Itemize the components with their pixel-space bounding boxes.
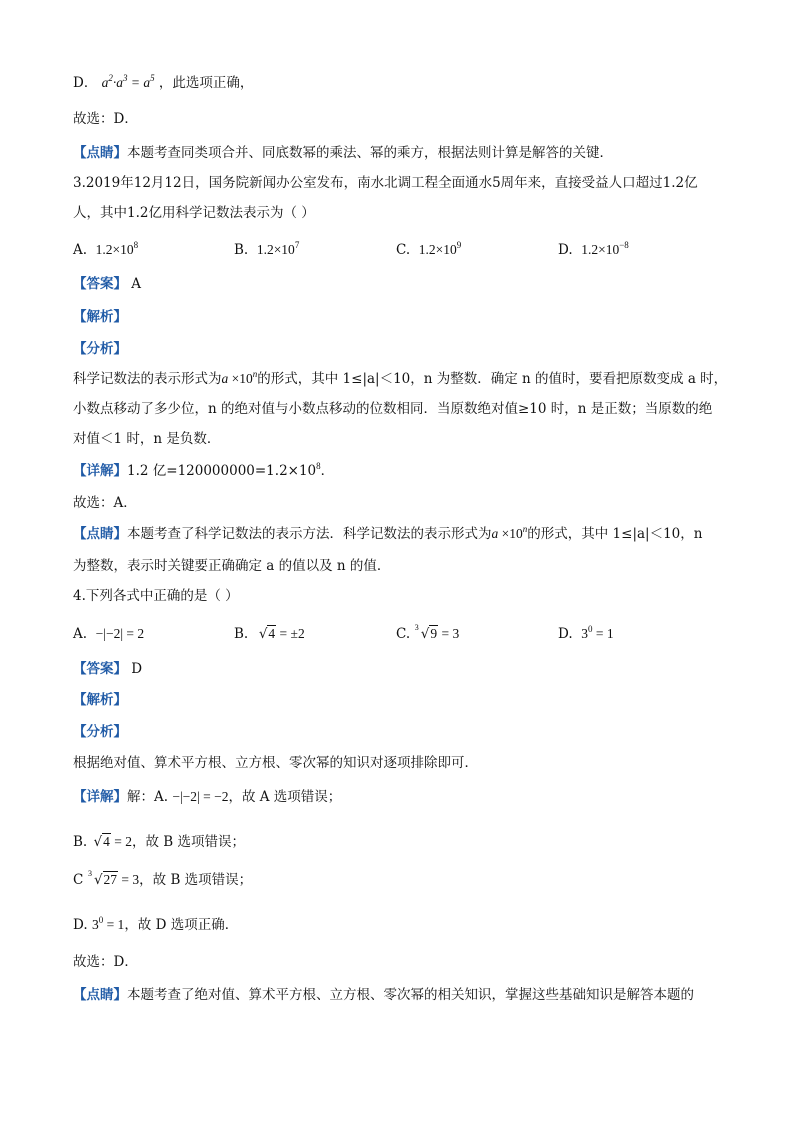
step-b-expression: √4 = 2 bbox=[93, 834, 132, 850]
text: ，故 A 选项错误； bbox=[228, 789, 342, 805]
xiangjie-exponent: 8 bbox=[316, 461, 321, 471]
math-n: n bbox=[522, 524, 528, 534]
step-a-expression: −|−2| = −2 bbox=[172, 789, 229, 804]
option-value: 1.2×10 bbox=[95, 242, 134, 257]
comment-tag: 【点睛】 bbox=[73, 145, 127, 161]
option-value: 1.2×10 bbox=[256, 242, 295, 257]
option-exponent: 9 bbox=[456, 240, 462, 250]
answer-tag: 【答案】 bbox=[73, 661, 127, 677]
text: 的形式，其中 1≤|a|＜10，n 为整数．确定 n 的值时，要看把原数变成 a 时， bbox=[257, 371, 728, 387]
xiangjie-text: 1.2 亿=120000000=1.2×10 bbox=[127, 463, 317, 479]
xiangjie-4-c bbox=[73, 870, 252, 890]
analysis-heading-3 bbox=[73, 307, 127, 327]
dianjing-4 bbox=[73, 985, 694, 1005]
answer-4 bbox=[73, 659, 142, 679]
question-4-option-b bbox=[234, 624, 305, 644]
choice-statement: 故选：D． bbox=[73, 111, 138, 127]
option-a-expression: −|−2| = 2 bbox=[95, 626, 145, 641]
comment-text: 本题考查同类项合并、同底数幂的乘法、幂的乘方，根据法则计算是解答的关键． bbox=[127, 145, 613, 161]
analysis-tag: 【解析】 bbox=[73, 692, 127, 708]
step-c-expression: 3 √27 = 3 bbox=[87, 869, 140, 888]
option-label: B. bbox=[234, 242, 249, 258]
fenxi-heading-3 bbox=[73, 339, 127, 359]
answer-value: D bbox=[131, 661, 143, 677]
option-d-expression: $3^0 = 1$ bbox=[581, 624, 614, 641]
text: 解：A. bbox=[127, 789, 169, 805]
line-prefix: D． bbox=[73, 75, 98, 91]
xiangjie-tag: 【详解】 bbox=[73, 463, 127, 479]
option-label: D. bbox=[558, 242, 573, 258]
xiangjie-4-b bbox=[73, 832, 245, 852]
text: C bbox=[73, 872, 84, 888]
option-exponent: −8 bbox=[619, 240, 629, 250]
dianjing-tag: 【点睛】 bbox=[73, 987, 127, 1003]
question-4-option-c bbox=[396, 624, 459, 644]
option-c-expression: 3 √9 = 3 bbox=[414, 623, 460, 642]
xiangjie-3 bbox=[73, 461, 334, 481]
answer-value: A bbox=[131, 276, 142, 292]
question-3-option-a bbox=[73, 240, 138, 260]
math-a: a bbox=[491, 526, 499, 541]
power-product-expression: $a^2\cdot a^3 = a^5$ bbox=[101, 73, 155, 90]
xiangjie-4-d bbox=[73, 915, 238, 935]
text: 本题考查了科学记数法的表示方法．科学记数法的表示形式为 bbox=[127, 526, 492, 542]
step-d-expression: $3^0 = 1$ bbox=[91, 915, 125, 932]
xiangjie-end: ． bbox=[320, 463, 335, 479]
text: ，故 D 选项正确． bbox=[124, 917, 239, 933]
dianjing-3-line-1 bbox=[73, 524, 702, 544]
answer-tag: 【答案】 bbox=[73, 276, 127, 292]
option-label: B. bbox=[234, 626, 249, 642]
option-label: A. bbox=[73, 626, 88, 642]
question-3-line-2: 人，其中1.2亿用科学记数法表示为（ ） bbox=[73, 205, 315, 221]
text: B. bbox=[73, 834, 88, 850]
choose-3: 故选：A． bbox=[73, 495, 137, 511]
option-d-conclusion bbox=[73, 73, 253, 93]
fenxi-3-line-1 bbox=[73, 369, 727, 389]
math-times: ×10 bbox=[498, 526, 523, 541]
analysis-tag: 【解析】 bbox=[73, 309, 127, 325]
question-4-title: 4.下列各式中正确的是（ ） bbox=[73, 588, 239, 604]
question-3-option-c bbox=[396, 240, 461, 260]
option-label: D. bbox=[558, 626, 573, 642]
answer-3 bbox=[73, 274, 141, 294]
fenxi-3-line-2: 小数点移动了多少位，n 的绝对值与小数点移动的位数相同．当原数绝对值≥10 时，n 是正数；当原数的绝 bbox=[73, 401, 713, 417]
option-b-expression: √4 = ±2 bbox=[258, 626, 305, 642]
text: 科学记数法的表示形式为 bbox=[73, 371, 222, 387]
option-value: 1.2×10 bbox=[581, 242, 620, 257]
option-label: C. bbox=[396, 626, 411, 642]
option-exponent: 7 bbox=[294, 240, 300, 250]
analysis-heading-4 bbox=[73, 690, 127, 710]
math-a: a bbox=[221, 371, 229, 386]
text: 的形式，其中 1≤|a|＜10，n bbox=[527, 526, 703, 542]
xiangjie-4-a bbox=[73, 787, 341, 807]
fenxi-tag: 【分析】 bbox=[73, 724, 127, 740]
option-label: A. bbox=[73, 242, 88, 258]
text: 本题考查了绝对值、算术平方根、立方根、零次幂的相关知识，掌握这些基础知识是解答本题的 bbox=[127, 987, 694, 1003]
text: ，故 B 选项错误； bbox=[139, 872, 253, 888]
text: ，故 B 选项错误； bbox=[132, 834, 246, 850]
math-n: n bbox=[252, 369, 258, 379]
question-3-option-b bbox=[234, 240, 299, 260]
math-times: ×10 bbox=[228, 371, 253, 386]
dianjing-tag: 【点睛】 bbox=[73, 526, 127, 542]
fenxi-3-line-3: 对值＜1 时，n 是负数． bbox=[73, 431, 221, 447]
text: D. bbox=[73, 917, 88, 933]
option-exponent: 8 bbox=[133, 240, 139, 250]
question-4-option-d bbox=[558, 624, 614, 644]
fenxi-4: 根据绝对值、算术平方根、立方根、零次幂的知识对逐项排除即可． bbox=[73, 755, 478, 771]
option-label: C. bbox=[396, 242, 411, 258]
fenxi-heading-4 bbox=[73, 722, 127, 742]
fenxi-tag: 【分析】 bbox=[73, 341, 127, 357]
comment-paragraph bbox=[73, 143, 613, 163]
question-3-option-d bbox=[558, 240, 629, 260]
question-3-line-1: 3.2019年12月12日，国务院新闻办公室发布，南水北调工程全面通水5周年来，直接受益人口超过1.2亿 bbox=[73, 175, 698, 191]
option-value: 1.2×10 bbox=[418, 242, 457, 257]
question-4-option-a bbox=[73, 624, 144, 644]
choose-4: 故选：D． bbox=[73, 954, 138, 970]
dianjing-3-line-2: 为整数，表示时关键要正确确定 a 的值以及 n 的值． bbox=[73, 558, 391, 574]
line-suffix: ，此选项正确， bbox=[158, 75, 254, 91]
xiangjie-tag: 【详解】 bbox=[73, 789, 127, 805]
